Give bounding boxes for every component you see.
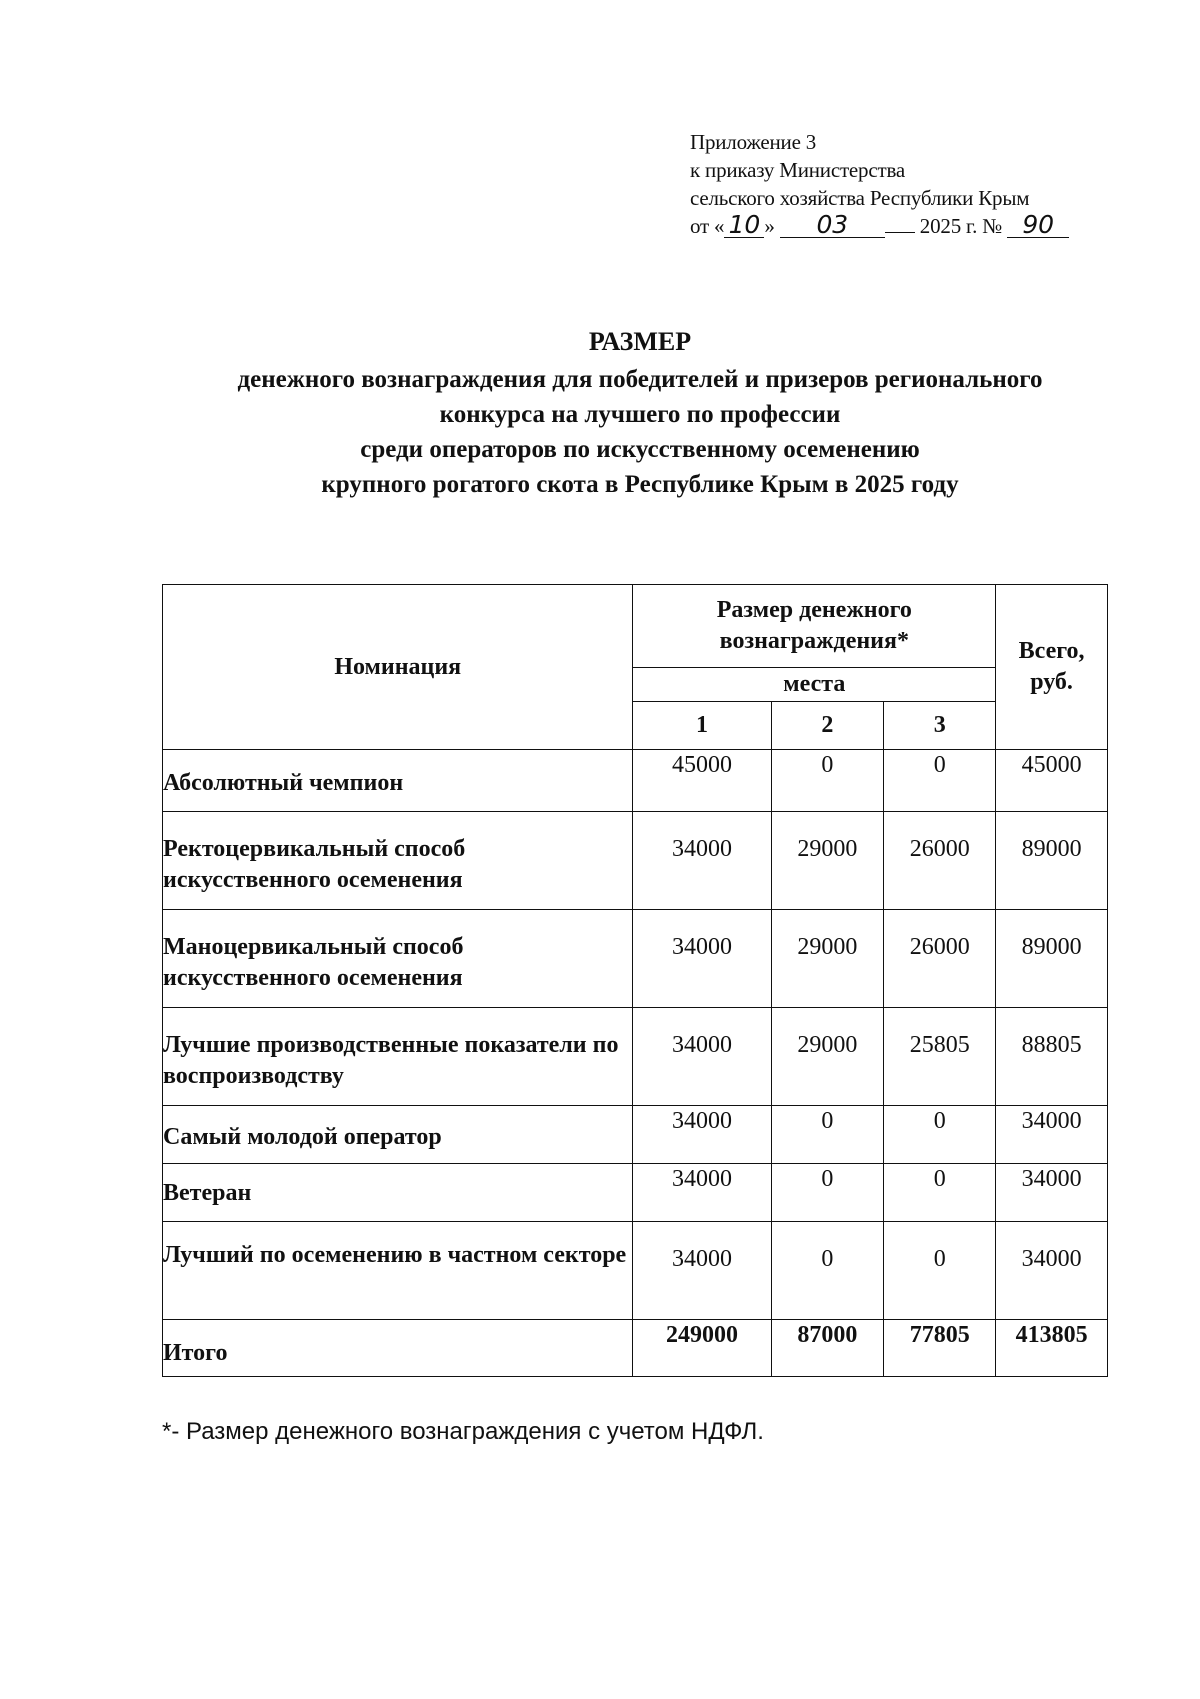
row-total: 34000 bbox=[996, 1106, 1108, 1164]
table-row bbox=[163, 1164, 1108, 1222]
title-line-1: денежного вознаграждения для победителей и призеров регионального bbox=[237, 366, 1043, 393]
date-prefix: от « bbox=[690, 214, 725, 238]
total-place-2: 87000 bbox=[771, 1320, 884, 1377]
row-place-1: 34000 bbox=[633, 1164, 771, 1222]
table-row bbox=[163, 910, 1108, 1008]
row-place-2: 0 bbox=[771, 1164, 884, 1222]
table-row bbox=[163, 1106, 1108, 1164]
row-nomination: Абсолютный чемпион bbox=[163, 750, 633, 812]
appendix-line-2: к приказу Министерства bbox=[690, 158, 906, 182]
header-total: Всего, руб. bbox=[996, 585, 1108, 750]
row-place-1: 34000 bbox=[633, 812, 771, 910]
appendix-line-1: Приложение 3 bbox=[690, 130, 817, 154]
title-line-3: среди операторов по искусственному осеменению bbox=[360, 436, 920, 463]
row-total: 89000 bbox=[996, 910, 1108, 1008]
row-nomination: Маноцервикальный способ искусственного осеменения bbox=[163, 910, 633, 1008]
row-total: 45000 bbox=[996, 750, 1108, 812]
total-place-1: 249000 bbox=[633, 1320, 771, 1377]
total-sum: 413805 bbox=[996, 1320, 1108, 1377]
row-total: 34000 bbox=[996, 1164, 1108, 1222]
date-year: 2025 г. № bbox=[919, 214, 1003, 238]
table-row bbox=[163, 750, 1108, 812]
appendix-line-3: сельского хозяйства Республики Крым bbox=[690, 186, 1030, 210]
title-main: РАЗМЕР bbox=[588, 327, 692, 356]
document-title bbox=[0, 324, 1200, 502]
row-place-3: 26000 bbox=[884, 910, 996, 1008]
row-nomination: Лучшие производственные показатели по воспроизводству bbox=[163, 1008, 633, 1106]
row-place-2: 0 bbox=[771, 1106, 884, 1164]
row-place-2: 29000 bbox=[771, 812, 884, 910]
footnote: *- Размер денежного вознаграждения с учетом НДФЛ. bbox=[162, 1418, 764, 1445]
row-nomination: Самый молодой оператор bbox=[163, 1106, 633, 1164]
row-place-2: 0 bbox=[771, 750, 884, 812]
row-place-1: 34000 bbox=[633, 1106, 771, 1164]
row-place-1: 45000 bbox=[633, 750, 771, 812]
total-row bbox=[163, 1320, 1108, 1377]
date-mid: » bbox=[764, 214, 775, 238]
date-month: 03 bbox=[780, 213, 885, 238]
row-place-3: 0 bbox=[884, 1106, 996, 1164]
row-place-3: 26000 bbox=[884, 812, 996, 910]
header-nomination: Номинация bbox=[163, 585, 633, 750]
row-total: 34000 bbox=[996, 1222, 1108, 1320]
table-row bbox=[163, 1008, 1108, 1106]
row-nomination: Ректоцервикальный способ искусственного осеменения bbox=[163, 812, 633, 910]
header-places: места bbox=[633, 668, 996, 702]
header-place-3: 3 bbox=[884, 702, 996, 750]
title-line-4: крупного рогатого скота в Республике Крым в 2025 году bbox=[321, 471, 959, 498]
total-place-3: 77805 bbox=[884, 1320, 996, 1377]
date-month-underline bbox=[885, 214, 915, 233]
appendix-header bbox=[690, 128, 1069, 240]
row-place-3: 0 bbox=[884, 1222, 996, 1320]
row-place-3: 0 bbox=[884, 1164, 996, 1222]
row-place-1: 34000 bbox=[633, 1222, 771, 1320]
row-place-1: 34000 bbox=[633, 1008, 771, 1106]
header-place-2: 2 bbox=[771, 702, 884, 750]
table-row bbox=[163, 1222, 1108, 1320]
row-place-2: 29000 bbox=[771, 1008, 884, 1106]
title-line-2: конкурса на лучшего по профессии bbox=[439, 401, 841, 428]
row-total: 88805 bbox=[996, 1008, 1108, 1106]
row-place-1: 34000 bbox=[633, 910, 771, 1008]
row-place-3: 25805 bbox=[884, 1008, 996, 1106]
row-total: 89000 bbox=[996, 812, 1108, 910]
header-place-1: 1 bbox=[633, 702, 771, 750]
appendix-date-line bbox=[690, 212, 1069, 240]
row-place-2: 29000 bbox=[771, 910, 884, 1008]
row-place-2: 0 bbox=[771, 1222, 884, 1320]
order-number: 90 bbox=[1007, 213, 1069, 238]
total-label: Итого bbox=[163, 1320, 633, 1377]
awards-table bbox=[162, 584, 1108, 1377]
row-nomination: Ветеран bbox=[163, 1164, 633, 1222]
row-place-3: 0 bbox=[884, 750, 996, 812]
date-day: 10 bbox=[724, 213, 764, 238]
header-award-size: Размер денежного вознаграждения* bbox=[633, 585, 996, 668]
table-row bbox=[163, 812, 1108, 910]
row-nomination: Лучший по осеменению в частном секторе bbox=[163, 1222, 633, 1320]
